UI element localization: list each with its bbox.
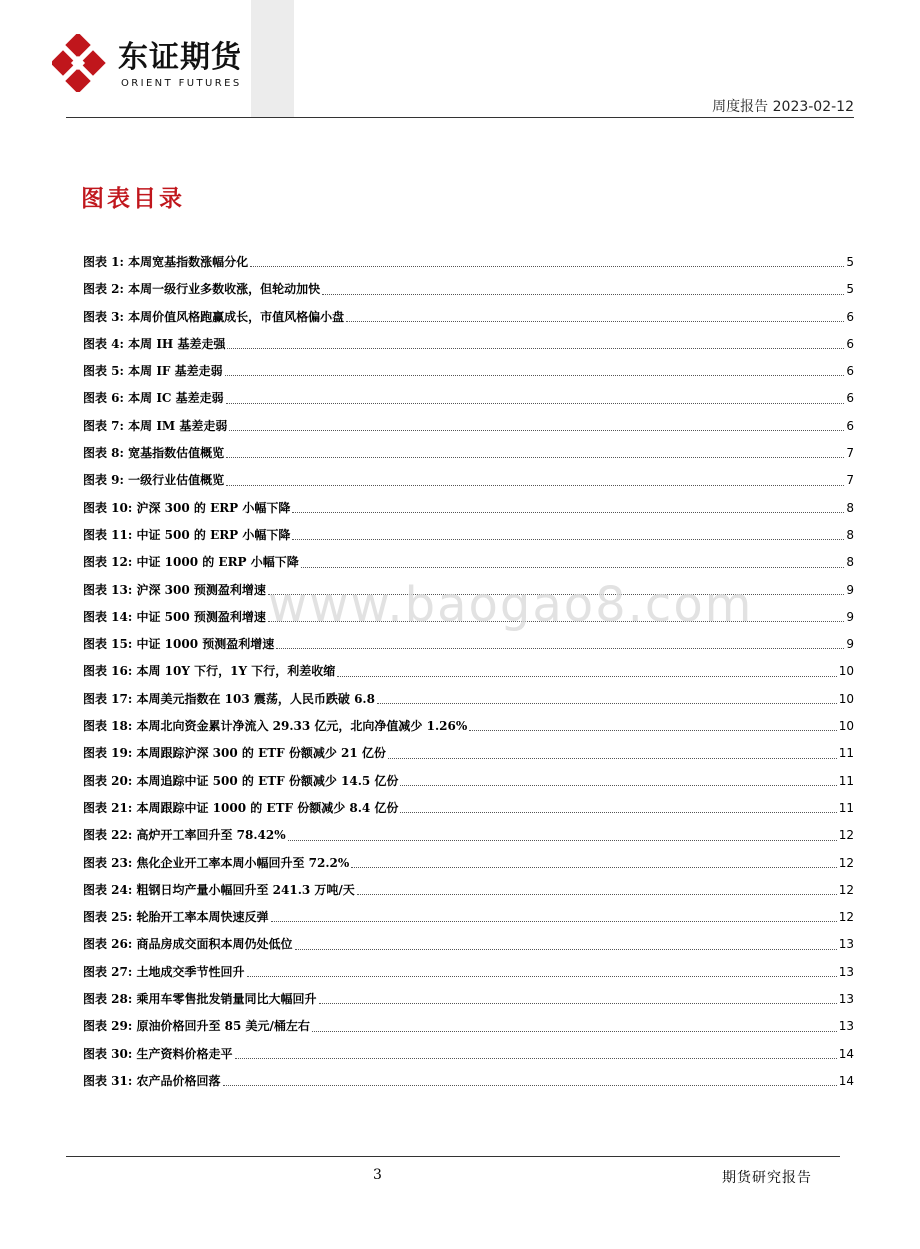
toc-item-label: 图表 28: 乘用车零售批发销量同比大幅回升 [83, 992, 317, 1007]
toc-item-label: 图表 26: 商品房成交面积本周仍处低位 [83, 937, 293, 952]
toc-item-label: 图表 5: 本周 IF 基差走弱 [83, 364, 223, 379]
toc-item-label: 图表 18: 本周北向资金累计净流入 29.33 亿元，北向净值减少 1.26% [83, 719, 468, 734]
watermark: www.baogao8.com [268, 577, 754, 633]
toc-item-label: 图表 10: 沪深 300 的 ERP 小幅下降 [83, 500, 291, 515]
toc-item-label: 图表 23: 焦化企业开工率本周小幅回升至 72.2% [83, 855, 350, 870]
toc-item[interactable] [83, 850, 854, 877]
toc-leader-dots [469, 730, 836, 731]
toc-item-page: 13 [838, 937, 854, 952]
toc-leader-dots [271, 921, 837, 922]
toc-item-label: 图表 9: 一级行业估值概览 [83, 473, 225, 488]
toc-item[interactable] [83, 440, 854, 467]
report-date: 2023-02-12 [772, 99, 854, 115]
toc-item-label: 图表 13: 沪深 300 预测盈利增速 [83, 582, 266, 597]
toc-item-label: 图表 6: 本周 IC 基差走弱 [83, 391, 224, 406]
toc-item-page: 11 [838, 746, 854, 761]
toc-item[interactable] [83, 331, 854, 358]
toc-item[interactable] [83, 658, 854, 685]
toc-item[interactable] [83, 877, 854, 904]
toc-item-label: 图表 29: 原油价格回升至 85 美元/桶左右 [83, 1019, 310, 1034]
toc-item[interactable] [83, 631, 854, 658]
toc-leader-dots [388, 758, 837, 759]
brand-name-cn: 东证期货 [118, 40, 242, 75]
toc-leader-dots [225, 375, 845, 376]
toc-item-label: 图表 15: 中证 1000 预测盈利增速 [83, 637, 275, 652]
toc-item-label: 图表 1: 本周宽基指数涨幅分化 [83, 255, 249, 269]
toc-item-label: 图表 27: 土地成交季节性回升 [83, 964, 245, 979]
toc-item-page: 12 [838, 855, 854, 870]
toc-item-label: 图表 25: 轮胎开工率本周快速反弹 [83, 910, 269, 925]
header-gray-band [251, 0, 294, 118]
brand-name-en: ORIENT FUTURES [121, 78, 242, 89]
toc-item-page: 10 [838, 664, 854, 679]
toc-item-label: 图表 22: 高炉开工率回升至 78.42% [83, 828, 286, 843]
toc-leader-dots [229, 430, 844, 431]
toc-item[interactable] [83, 304, 854, 331]
orient-futures-logo-icon [52, 34, 110, 92]
toc-list [83, 249, 854, 1095]
toc-item-label: 图表 31: 农产品价格回落 [83, 1073, 221, 1088]
toc-leader-dots [295, 949, 837, 950]
page-number: 3 [373, 1167, 382, 1183]
toc-item-page: 11 [838, 773, 854, 788]
toc-leader-dots [319, 1003, 837, 1004]
toc-item-page: 6 [846, 364, 854, 379]
toc-item-page: 8 [846, 500, 854, 515]
toc-item[interactable] [83, 795, 854, 822]
toc-item-label: 图表 4: 本周 IH 基差走强 [83, 336, 226, 351]
toc-item[interactable] [83, 822, 854, 849]
toc-item-page: 13 [838, 992, 854, 1007]
toc-item-page: 8 [846, 527, 854, 542]
toc-leader-dots [223, 1085, 837, 1086]
report-type: 周度报告 [712, 99, 769, 115]
toc-leader-dots [292, 539, 844, 540]
toc-item-page: 9 [846, 609, 854, 624]
toc-item[interactable] [83, 495, 854, 522]
toc-leader-dots [292, 512, 844, 513]
toc-item-label: 图表 16: 本周 10Y 下行，1Y 下行，利差收缩 [83, 664, 336, 679]
footer-label: 期货研究报告 [722, 1170, 812, 1186]
toc-leader-dots [226, 403, 845, 404]
toc-leader-dots [226, 457, 844, 458]
toc-item-page: 10 [838, 719, 854, 734]
toc-item-label: 图表 20: 本周追踪中证 500 的 ETF 份额减少 14.5 亿份 [83, 773, 399, 788]
toc-item-page: 11 [838, 800, 854, 815]
toc-leader-dots [227, 348, 844, 349]
toc-item-page: 9 [846, 582, 854, 597]
toc-item-label: 图表 14: 中证 500 预测盈利增速 [83, 609, 266, 624]
toc-item[interactable] [83, 522, 854, 549]
toc-leader-dots [235, 1058, 837, 1059]
toc-item[interactable] [83, 385, 854, 412]
toc-item-page: 12 [838, 882, 854, 897]
report-header-info [712, 96, 854, 116]
toc-item-page: 7 [846, 446, 854, 461]
toc-item-label: 图表 11: 中证 500 的 ERP 小幅下降 [83, 527, 291, 542]
toc-item[interactable] [83, 276, 854, 303]
toc-item-page: 13 [838, 1019, 854, 1034]
toc-leader-dots [301, 567, 845, 568]
toc-leader-dots [250, 266, 844, 267]
toc-leader-dots [357, 894, 837, 895]
toc-item-label: 图表 19: 本周跟踪沪深 300 的 ETF 份额减少 21 亿份 [83, 746, 386, 761]
toc-item[interactable] [83, 467, 854, 494]
toc-leader-dots [247, 976, 837, 977]
toc-item[interactable] [83, 986, 854, 1013]
toc-item-page: 14 [838, 1073, 854, 1088]
toc-item[interactable] [83, 358, 854, 385]
toc-item-page: 6 [846, 418, 854, 433]
toc-item-page: 7 [846, 473, 854, 488]
toc-leader-dots [312, 1031, 837, 1032]
toc-item[interactable] [83, 249, 854, 276]
toc-item-label: 图表 24: 粗钢日均产量小幅回升至 241.3 万吨/天 [83, 882, 355, 897]
toc-item[interactable] [83, 931, 854, 958]
toc-item-page: 14 [838, 1046, 854, 1061]
toc-item-page: 5 [846, 255, 854, 269]
toc-item-label: 图表 30: 生产资料价格走平 [83, 1046, 233, 1061]
toc-leader-dots [226, 485, 844, 486]
toc-item[interactable] [83, 686, 854, 713]
toc-item-page: 12 [838, 828, 854, 843]
toc-leader-dots [276, 648, 844, 649]
toc-leader-dots [346, 321, 844, 322]
toc-title: 图表目录 [81, 185, 185, 212]
toc-item[interactable] [83, 413, 854, 440]
toc-item-page: 8 [846, 555, 854, 570]
toc-item[interactable] [83, 740, 854, 767]
toc-item-label: 图表 21: 本周跟踪中证 1000 的 ETF 份额减少 8.4 亿份 [83, 800, 399, 815]
toc-item[interactable] [83, 768, 854, 795]
toc-item-label: 图表 12: 中证 1000 的 ERP 小幅下降 [83, 555, 299, 570]
toc-leader-dots [322, 294, 844, 295]
toc-leader-dots [337, 676, 837, 677]
toc-item[interactable] [83, 1041, 854, 1068]
toc-item-page: 6 [846, 336, 854, 351]
toc-item[interactable] [83, 959, 854, 986]
toc-item-label: 图表 2: 本周一级行业多数收涨，但轮动加快 [83, 282, 321, 297]
toc-leader-dots [288, 840, 837, 841]
toc-item[interactable] [83, 1068, 854, 1095]
toc-item-page: 5 [846, 282, 854, 297]
toc-leader-dots [400, 785, 836, 786]
toc-item-page: 9 [846, 637, 854, 652]
toc-item-page: 13 [838, 964, 854, 979]
toc-item[interactable] [83, 713, 854, 740]
toc-leader-dots [400, 812, 836, 813]
toc-item-page: 12 [838, 910, 854, 925]
toc-item-label: 图表 8: 宽基指数估值概览 [83, 446, 225, 461]
toc-item-page: 6 [846, 391, 854, 406]
toc-item-label: 图表 17: 本周美元指数在 103 震荡，人民币跌破 6.8 [83, 691, 375, 706]
toc-item[interactable] [83, 549, 854, 576]
toc-item-page: 6 [846, 309, 854, 324]
toc-leader-dots [351, 867, 836, 868]
toc-item-label: 图表 3: 本周价值风格跑赢成长，市值风格偏小盘 [83, 309, 345, 324]
header-divider [66, 117, 854, 118]
toc-item-label: 图表 7: 本周 IM 基差走弱 [83, 418, 228, 433]
footer-divider [66, 1156, 840, 1157]
toc-item[interactable] [83, 1013, 854, 1040]
toc-leader-dots [377, 703, 837, 704]
toc-item[interactable] [83, 904, 854, 931]
toc-item-page: 10 [838, 691, 854, 706]
